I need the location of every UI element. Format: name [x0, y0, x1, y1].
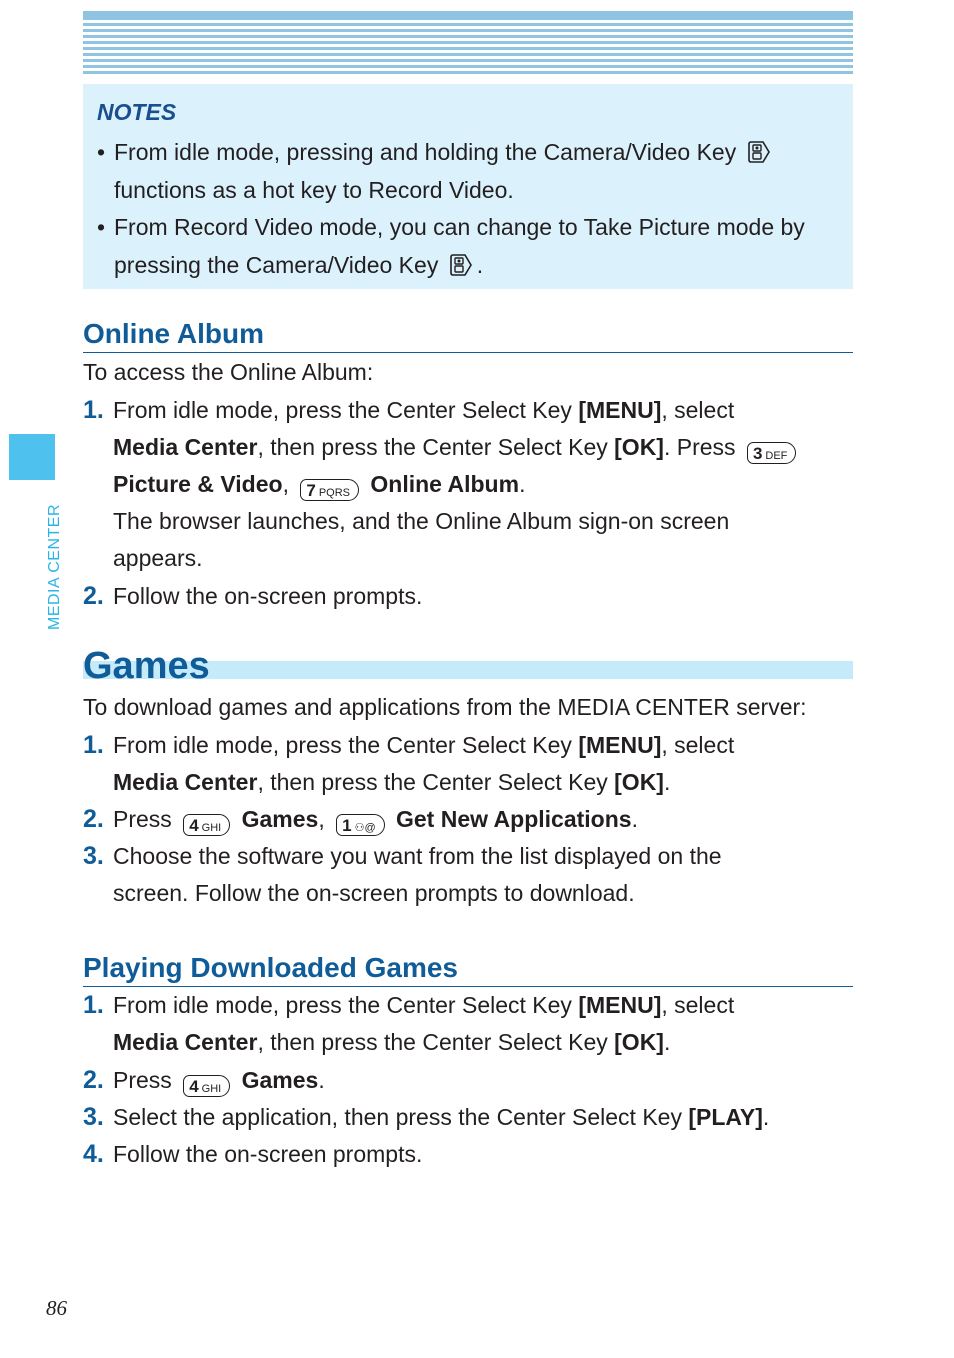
notes-title: NOTES [97, 99, 177, 125]
heading-text: Games [83, 645, 210, 687]
intro-text: To access the Online Album: [83, 359, 374, 385]
step-number: 3. [83, 1103, 104, 1131]
menu-item-label: Media Center [113, 1029, 258, 1055]
step-text: Choose the software you want from the list displayed on the screen. Follow the on-screen prompts to download. [113, 843, 722, 906]
step-text: , then press the Center Select Key [257, 769, 615, 795]
step-number: 2. [83, 1066, 104, 1094]
step-text: , [318, 806, 325, 832]
page-number: 86 [46, 1296, 67, 1320]
step-number: 1. [83, 731, 104, 759]
key-digit: 3 [752, 444, 763, 463]
camera-video-key-icon [747, 140, 771, 164]
step [83, 1099, 863, 1136]
bullet: • [97, 139, 106, 165]
key-label: [OK] [614, 1029, 664, 1055]
step-number: 2. [83, 805, 104, 833]
key-label: [MENU] [578, 992, 662, 1018]
step-text: , then press the Center Select Key [257, 434, 615, 460]
key-label: [PLAY] [688, 1104, 763, 1130]
step-text: . [663, 769, 671, 795]
step-text: From idle mode, press the Center Select Key [113, 992, 579, 1018]
camera-video-key-icon [449, 253, 473, 277]
step [83, 801, 863, 838]
side-tab [9, 434, 55, 480]
step-text: . [519, 471, 526, 497]
step [83, 838, 863, 912]
notes-box [83, 84, 853, 289]
key-digit: 7 [306, 481, 316, 500]
step-text: From idle mode, press the Center Select Key [113, 732, 579, 758]
step-note: The browser launches, and the Online Album sign-on screen appears. [113, 508, 730, 571]
menu-item-label: Get New Applications [396, 806, 632, 832]
note-text: From Record Video mode, you can change to Take Picture mode by pressing the Camera/Video Key [114, 214, 805, 278]
keypad-1-icon [336, 814, 385, 836]
step-text: . [318, 1067, 325, 1093]
key-letters: PQRS [318, 487, 351, 499]
step-text: , select [661, 992, 735, 1018]
menu-item-label: Games [241, 1067, 319, 1093]
note-text: functions as a hot key to Record Video. [114, 176, 514, 203]
header-stripes [83, 11, 853, 75]
step [83, 578, 863, 615]
step-text: , select [661, 397, 735, 423]
key-letters: ⚇@ [354, 822, 376, 834]
intro-text: To download games and applications from the MEDIA CENTER server: [83, 694, 807, 720]
note-item [97, 209, 839, 284]
step [83, 727, 863, 801]
key-label: [MENU] [578, 732, 662, 758]
step-text: Select the application, then press the Center Select Key [113, 1104, 689, 1130]
section-heading-online-album: Online Album [83, 318, 853, 353]
step-text: Follow the on-screen prompts. [113, 583, 423, 609]
key-letters: DEF [765, 450, 788, 462]
step-number: 3. [83, 842, 104, 870]
section-heading-playing-downloaded-games: Playing Downloaded Games [83, 952, 853, 987]
step-text: . [663, 1029, 671, 1055]
step-number: 1. [83, 396, 104, 424]
keypad-3-icon [747, 442, 796, 464]
keypad-7-icon [300, 479, 359, 501]
step-text: From idle mode, press the Center Select Key [113, 397, 579, 423]
key-letters: GHI [201, 822, 222, 834]
key-digit: 1 [342, 816, 352, 835]
step [83, 1136, 863, 1173]
step-number: 1. [83, 991, 104, 1019]
key-digit: 4 [189, 816, 199, 835]
menu-item-label: Media Center [113, 434, 258, 460]
menu-item-label: Online Album [370, 471, 520, 497]
step [83, 1062, 863, 1099]
key-digit: 4 [189, 1077, 199, 1096]
step [83, 392, 863, 577]
step-text: Press [113, 806, 172, 832]
step-text: , select [661, 732, 735, 758]
menu-item-label: Games [241, 806, 319, 832]
keypad-4-icon [183, 814, 230, 836]
key-label: [OK] [614, 769, 664, 795]
note-item [97, 134, 839, 209]
step-text: . [762, 1104, 770, 1130]
step-text: Follow the on-screen prompts. [113, 1141, 423, 1167]
step-text: . Press [663, 434, 736, 460]
menu-item-label: Picture & Video [113, 471, 283, 497]
section-heading-games [83, 644, 853, 688]
step-text: Press [113, 1067, 172, 1093]
step [83, 987, 863, 1061]
bullet: • [97, 214, 106, 240]
step-number: 2. [83, 582, 104, 610]
step-text: , then press the Center Select Key [257, 1029, 615, 1055]
note-text: . [476, 251, 484, 278]
side-section-label: MEDIA CENTER [46, 503, 63, 630]
key-label: [MENU] [578, 397, 662, 423]
key-letters: GHI [201, 1083, 222, 1095]
menu-item-label: Media Center [113, 769, 258, 795]
key-label: [OK] [614, 434, 664, 460]
step-number: 4. [83, 1140, 104, 1168]
note-text: From idle mode, pressing and holding the Camera/Video Key [114, 139, 737, 165]
step-text: . [631, 806, 638, 832]
keypad-4-icon [183, 1075, 230, 1097]
step-text: , [282, 471, 289, 497]
